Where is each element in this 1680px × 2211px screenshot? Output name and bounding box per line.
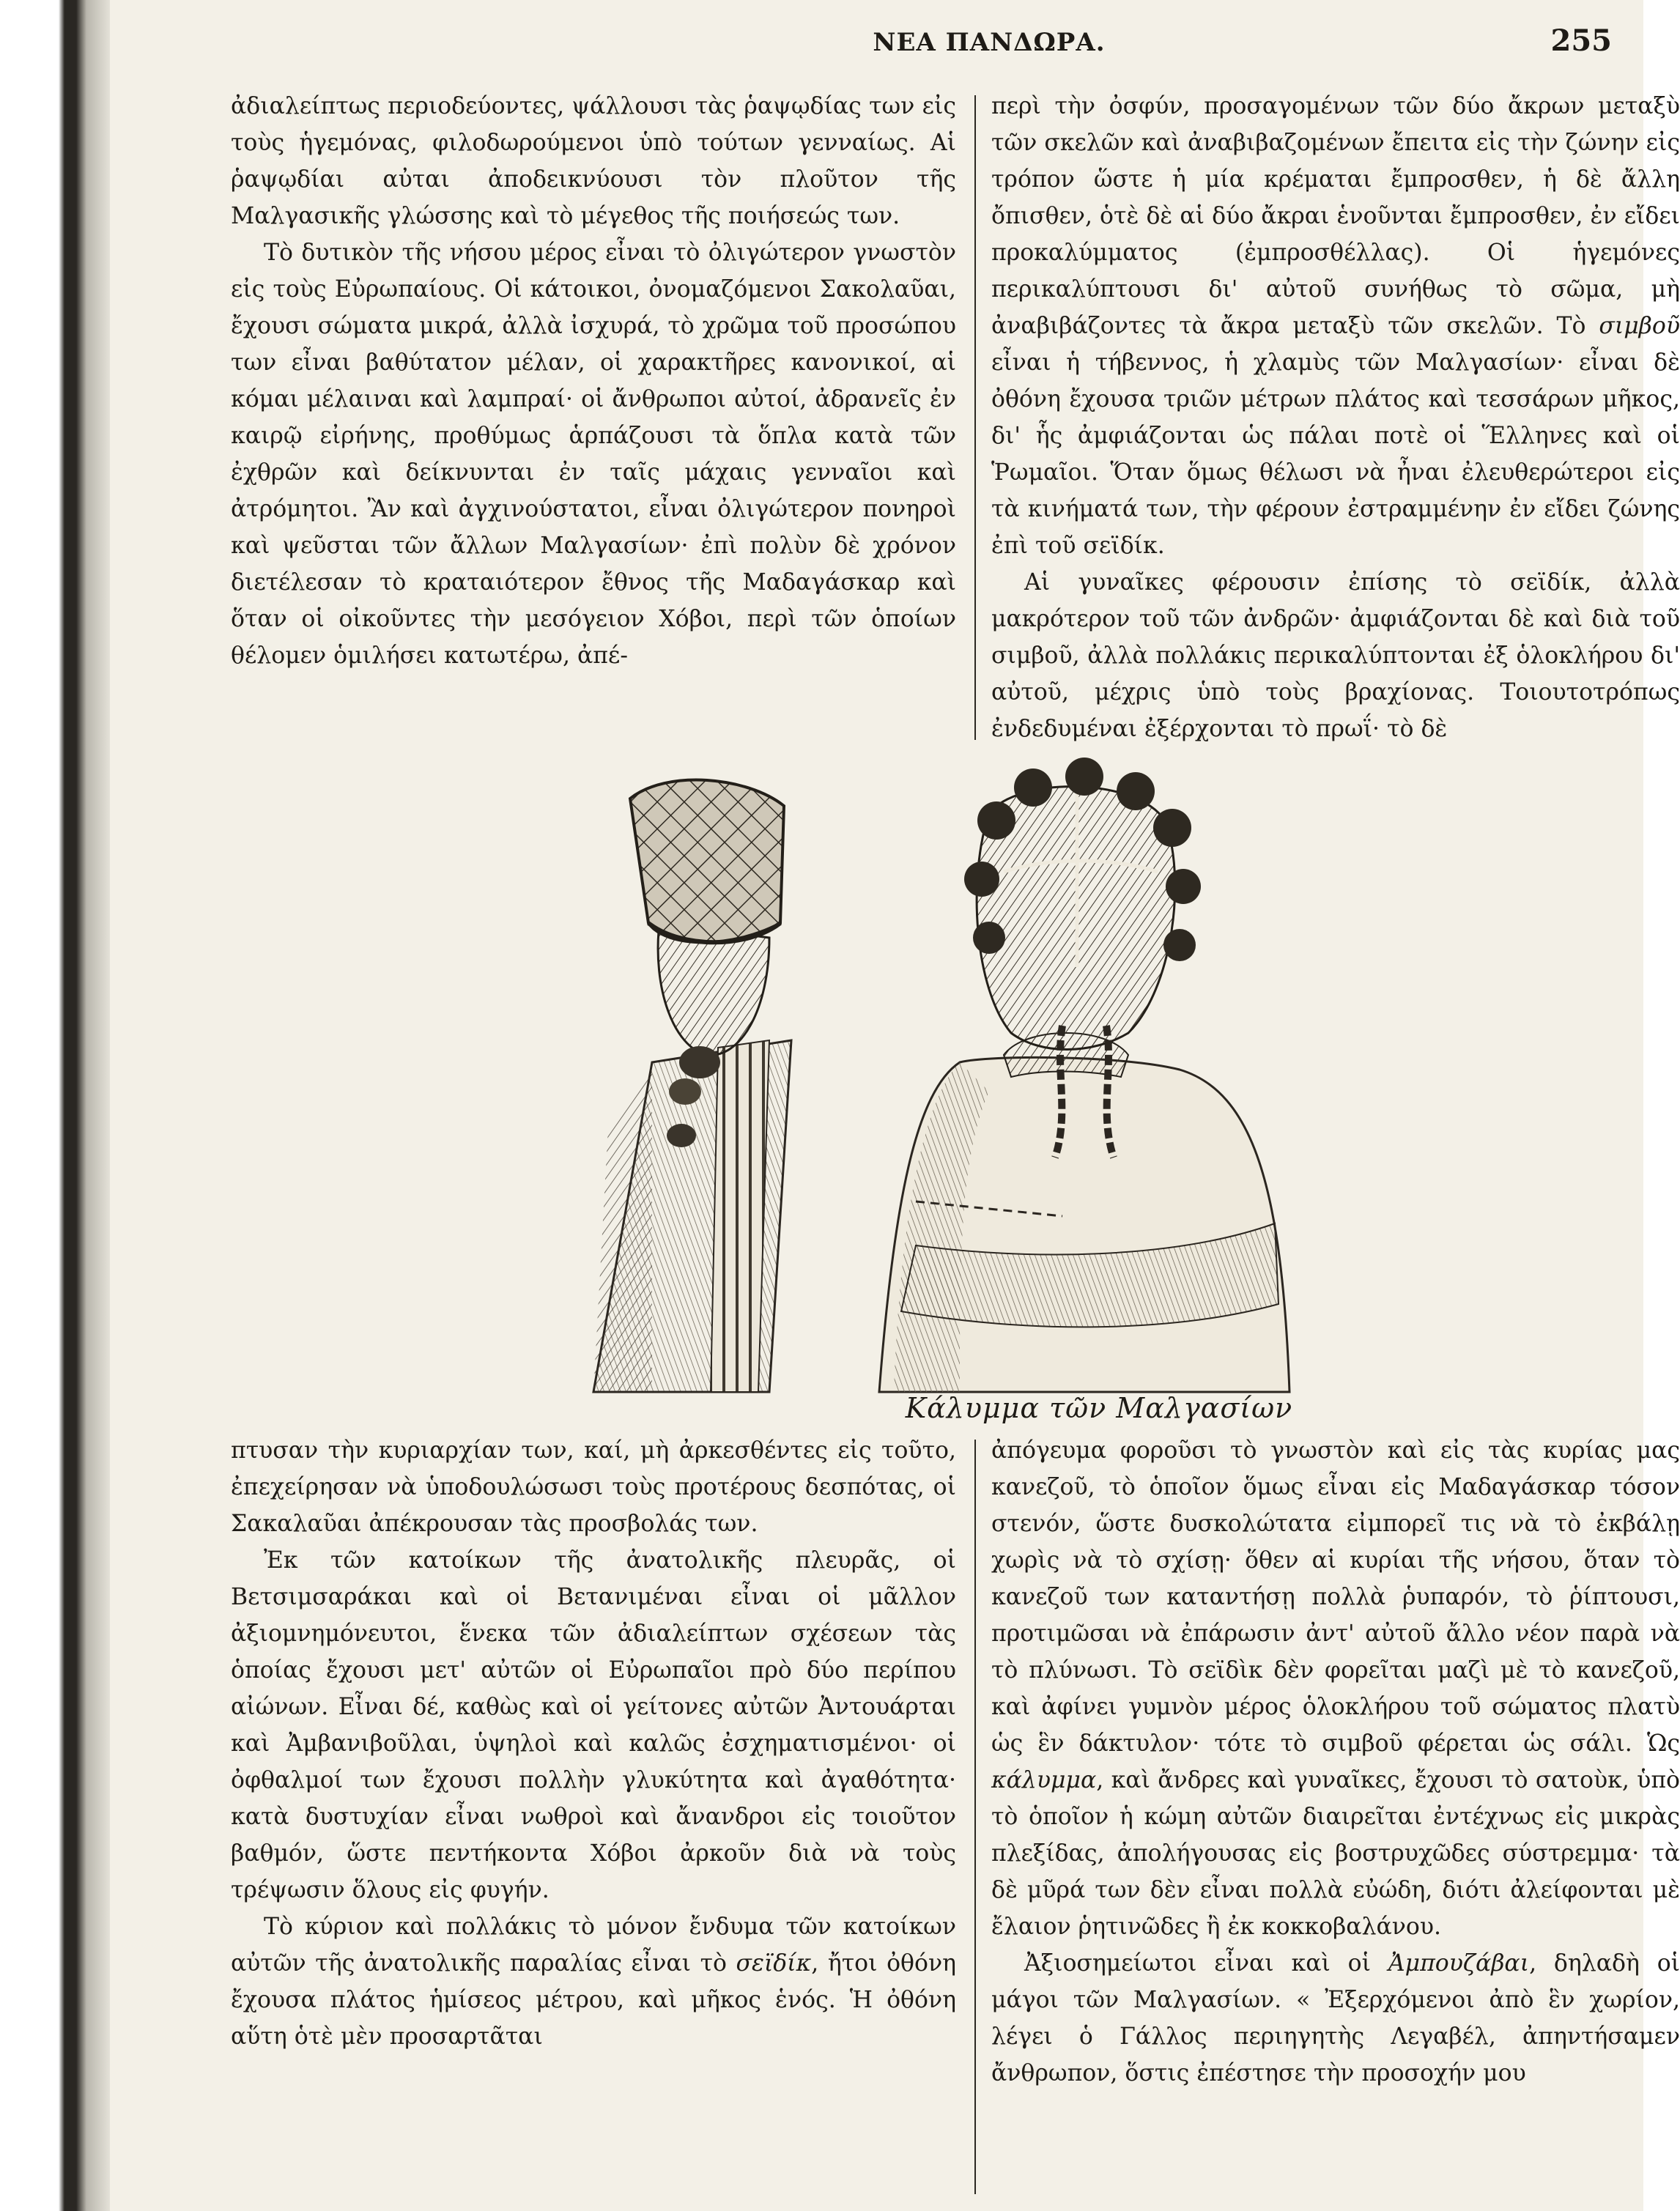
paragraph: Τὸ κύριον καὶ πολλάκις τὸ μόνον ἔνδυμα τῶν κατοίκων αὐτῶν τῆς ἀνατολικῆς παραλίας εἶναι τὸ σεϊδίκ, ἤτοι ὀθόνη ἔχουσα πλάτος ἡμίσεος μέτρου, καὶ μῆκος ἑνός. Ἡ ὀθόνη αὕτη ὁτὲ μὲν προσαρτᾶται [231, 1914, 956, 2050]
page [110, 0, 1680, 2211]
left-figure [593, 780, 791, 1392]
paragraph: Ἀξιοσημείωτοι εἶναι καὶ οἱ Ἀμπουζάβαι, δηλαδὴ οἱ μάγοι τῶν Μαλγασίων. « Ἐξερχόμενοι ἀπὸ ἓν χωρίον, λέγει ὁ Γάλλος περιηγητὴς Λεγαβέλ, ἀπηντήσαμεν ἄνθρωπον, ὅστις ἐπέστησε τὴν προσοχήν μου [991, 1950, 1680, 2086]
page-number: 255 [1550, 23, 1612, 58]
top-left-column [231, 88, 956, 747]
paragraph: Αἱ γυναῖκες φέρουσιν ἐπίσης τὸ σεϊδίκ, ἀλλὰ μακρότερον τοῦ τῶν ἀνδρῶν· ἀμφιάζονται δὲ καὶ διὰ τοῦ σιμβοῦ, ἀλλὰ πολλάκις περικαλύπτονται ἐξ ὁλοκλήρου δι' αὐτοῦ, μέχρις ὑπὸ τοὺς βραχίονας. Τοιουτοτρόπως ἐνδεδυμέναι ἐξέρχονται τὸ πρωΐ· τὸ δὲ [991, 569, 1680, 742]
paragraph: Τὸ δυτικὸν τῆς νήσου μέρος εἶναι τὸ ὀλιγώτερον γνωστὸν εἰς τοὺς Εὐρωπαίους. Οἱ κάτοικοι, ὀνομαζόμενοι Σακολαῦαι, ἔχουσι σώματα μικρά, ἀλλὰ ἰσχυρά, τὸ χρῶμα τοῦ προσώπου των εἶναι βαθύτατον μέλαν, οἱ χαρακτῆρες κανονικοί, αἱ κόμαι μέλαιναι καὶ λαμπραί· οἱ ἄνθρωποι αὐτοί, ἀδρανεῖς ἐν καιρῷ εἰρήνης, προθύμως ἁρπάζουσι τὰ ὅπλα κατὰ τῶν ἐχθρῶν καὶ δείκνυνται ἐν ταῖς μάχαις γενναῖοι καὶ ἀτρόμητοι. Ἂν καὶ ἀγχινούστατοι, εἶναι ὀλιγώτερον πονηροὶ καὶ ψεῦσται τῶν ἄλλων Μαλγασίων· ἐπὶ πολὺν δὲ χρόνον διετέλεσαν τὸ κραταιότερον ἔθνος τῆς Μαδαγάσκαρ καὶ ὅταν οἱ οἰκοῦντες τὴν μεσόγειον Χόβοι, περὶ τῶν ὁποίων θέλομεν ὁμιλήσει κατωτέρω, ἀπέ- [231, 240, 956, 669]
running-title: ΝΕΑ ΠΑΝΔΩΡΑ. [873, 28, 1106, 57]
figure-caption: Κάλυμμα τῶν Μαλγασίων [905, 1392, 1293, 1424]
column-rule-top [974, 95, 976, 740]
top-right-column [991, 88, 1680, 747]
paragraph: περὶ τὴν ὀσφύν, προσαγομένων τῶν δύο ἄκρων μεταξὺ τῶν σκελῶν καὶ ἀναβιβαζομένων ἔπειτα εἰς τὴν ζώνην εἰς τρόπον ὥστε ἡ μία κρέμαται ἔμπροσθεν, ἡ δὲ ἄλλη ὄπισθεν, ὁτὲ δὲ αἱ δύο ἄκραι ἑνοῦνται ἔμπροσθεν, ἐν εἴδει προκαλύμματος (ἐμπροσθέλλας). Οἱ ἡγεμόνες περικαλύπτουσι δι' αὐτοῦ συνήθως τὸ σῶμα, μὴ ἀναβιβάζοντες τὰ ἄκρα μεταξὺ τῶν σκελῶν. Τὸ σιμβοῦ εἶναι ἡ τήβεννος, ἡ χλαμὺς τῶν Μαλγασίων· εἶναι δὲ ὀθόνη ἔχουσα τριῶν μέτρων πλάτος καὶ τεσσάρων μῆκος, δι' ἧς ἀμφιάζονται ὡς πάλαι ποτὲ οἱ Ἕλληνες καὶ οἱ Ῥωμαῖοι. Ὅταν ὅμως θέλωσι νὰ ἦναι ἐλευθερώτεροι εἰς τὰ κινήματά των, τὴν φέρουν ἐστραμμένην ἐν εἴδει ζώνης ἐπὶ τοῦ σεϊδίκ. [991, 93, 1680, 559]
engraving-malagasy-headdress [549, 747, 1399, 1392]
paragraph: πτυσαν τὴν κυριαρχίαν των, καί, μὴ ἀρκεσθέντες εἰς τοῦτο, ἐπεχείρησαν νὰ ὑποδουλώσωσι τοὺς προτέρους δεσπότας, οἱ Σακαλαῦαι ἀπέκρουσαν τὰς προσβολάς των. [231, 1437, 956, 1537]
bottom-right-column [991, 1432, 1680, 2201]
paragraph: ἀδιαλείπτως περιοδεύοντες, ψάλλουσι τὰς ῥαψῳδίας των εἰς τοὺς ἡγεμόνας, φιλοδωρούμενοι ὑπὸ τούτων γενναίως. Αἱ ῥαψῳδίαι αὐται ἀποδεικνύουσι τὸν πλοῦτον τῆς Μαλγασικῆς γλώσσης καὶ τὸ μέγεθος τῆς ποιήσεώς των. [231, 93, 956, 229]
paragraph: ἀπόγευμα φοροῦσι τὸ γνωστὸν καὶ εἰς τὰς κυρίας μας κανεζοῦ, τὸ ὁποῖον ὅμως εἶναι εἰς Μαδαγάσκαρ τόσον στενόν, ὥστε δυσκολώτατα εἰμπορεῖ τις νὰ τὸ ἐκβάλῃ χωρὶς νὰ τὸ σχίσῃ· ὅθεν αἱ κυρίαι τῆς νήσου, ὅταν τὸ κανεζοῦ των καταντήσῃ πολλὰ ῥυπαρόν, τὸ ῥίπτουσι, προτιμῶσαι νὰ ἐπάρωσιν ἀντ' αὐτοῦ ἄλλο νέον παρὰ νὰ τὸ πλύνωσι. Τὸ σεϊδὶκ δὲν φορεῖται μαζὶ μὲ τὸ κανεζοῦ, καὶ ἀφίνει γυμνὸν μέρος ὁλοκλήρου τοῦ σώματος πλατὺ ὡς ἓν δάκτυλον· τότε τὸ σιμβοῦ φέρεται ὡς σάλι. Ὡς κάλυμμα, καὶ ἄνδρες καὶ γυναῖκες, ἔχουσι τὸ σατοὺκ, ὑπὸ τὸ ὁποῖον ἡ κώμη αὐτῶν διαιρεῖται ἐντέχνως εἰς μικρὰς πλεξίδας, ἀπολήγουσας εἰς βοστρυχῶδες σύστρεμμα· τὰ δὲ μῦρά των δὲν εἶναι πολλὰ εὐώδη, διότι ἀλείφονται μὲ ἔλαιον ῥητινῶδες ἢ ἐκ κοκκοβαλάνου. [991, 1437, 1680, 1940]
bottom-left-column [231, 1432, 956, 2201]
engraving-illustration [549, 747, 1399, 1392]
right-figure [879, 758, 1289, 1392]
column-rule-bottom [974, 1440, 976, 2194]
paragraph: Ἐκ τῶν κατοίκων τῆς ἀνατολικῆς πλευρᾶς, οἱ Βετσιμσαράκαι καὶ οἱ Βετανιμέναι εἶναι οἱ μᾶλλον ἀξιομνημόνευτοι, ἕνεκα τῶν ἀδιαλείπτων σχέσεων τὰς ὁποίας ἔχουσι μετ' αὐτῶν οἱ Εὐρωπαῖοι πρὸ δύο περίπου αἰώνων. Εἶναι δέ, καθὼς καὶ οἱ γείτονες αὐτῶν Ἀντουάρται καὶ Ἀμβανιβοῦλαι, ὑψηλοὶ καὶ καλῶς ἐσχηματισμένοι· οἱ ὀφθαλμοί των ἔχουσι πολλὴν γλυκύτητα καὶ ἀγαθότητα· κατὰ δυστυχίαν εἶναι νωθροὶ καὶ ἄνανδροι εἰς τοιοῦτον βαθμόν, ὥστε πεντήκοντα Χόβοι ἀρκοῦν διὰ νὰ τοὺς τρέψωσιν ὅλους εἰς φυγήν. [231, 1547, 956, 1903]
book-spine-gutter [0, 0, 110, 2211]
